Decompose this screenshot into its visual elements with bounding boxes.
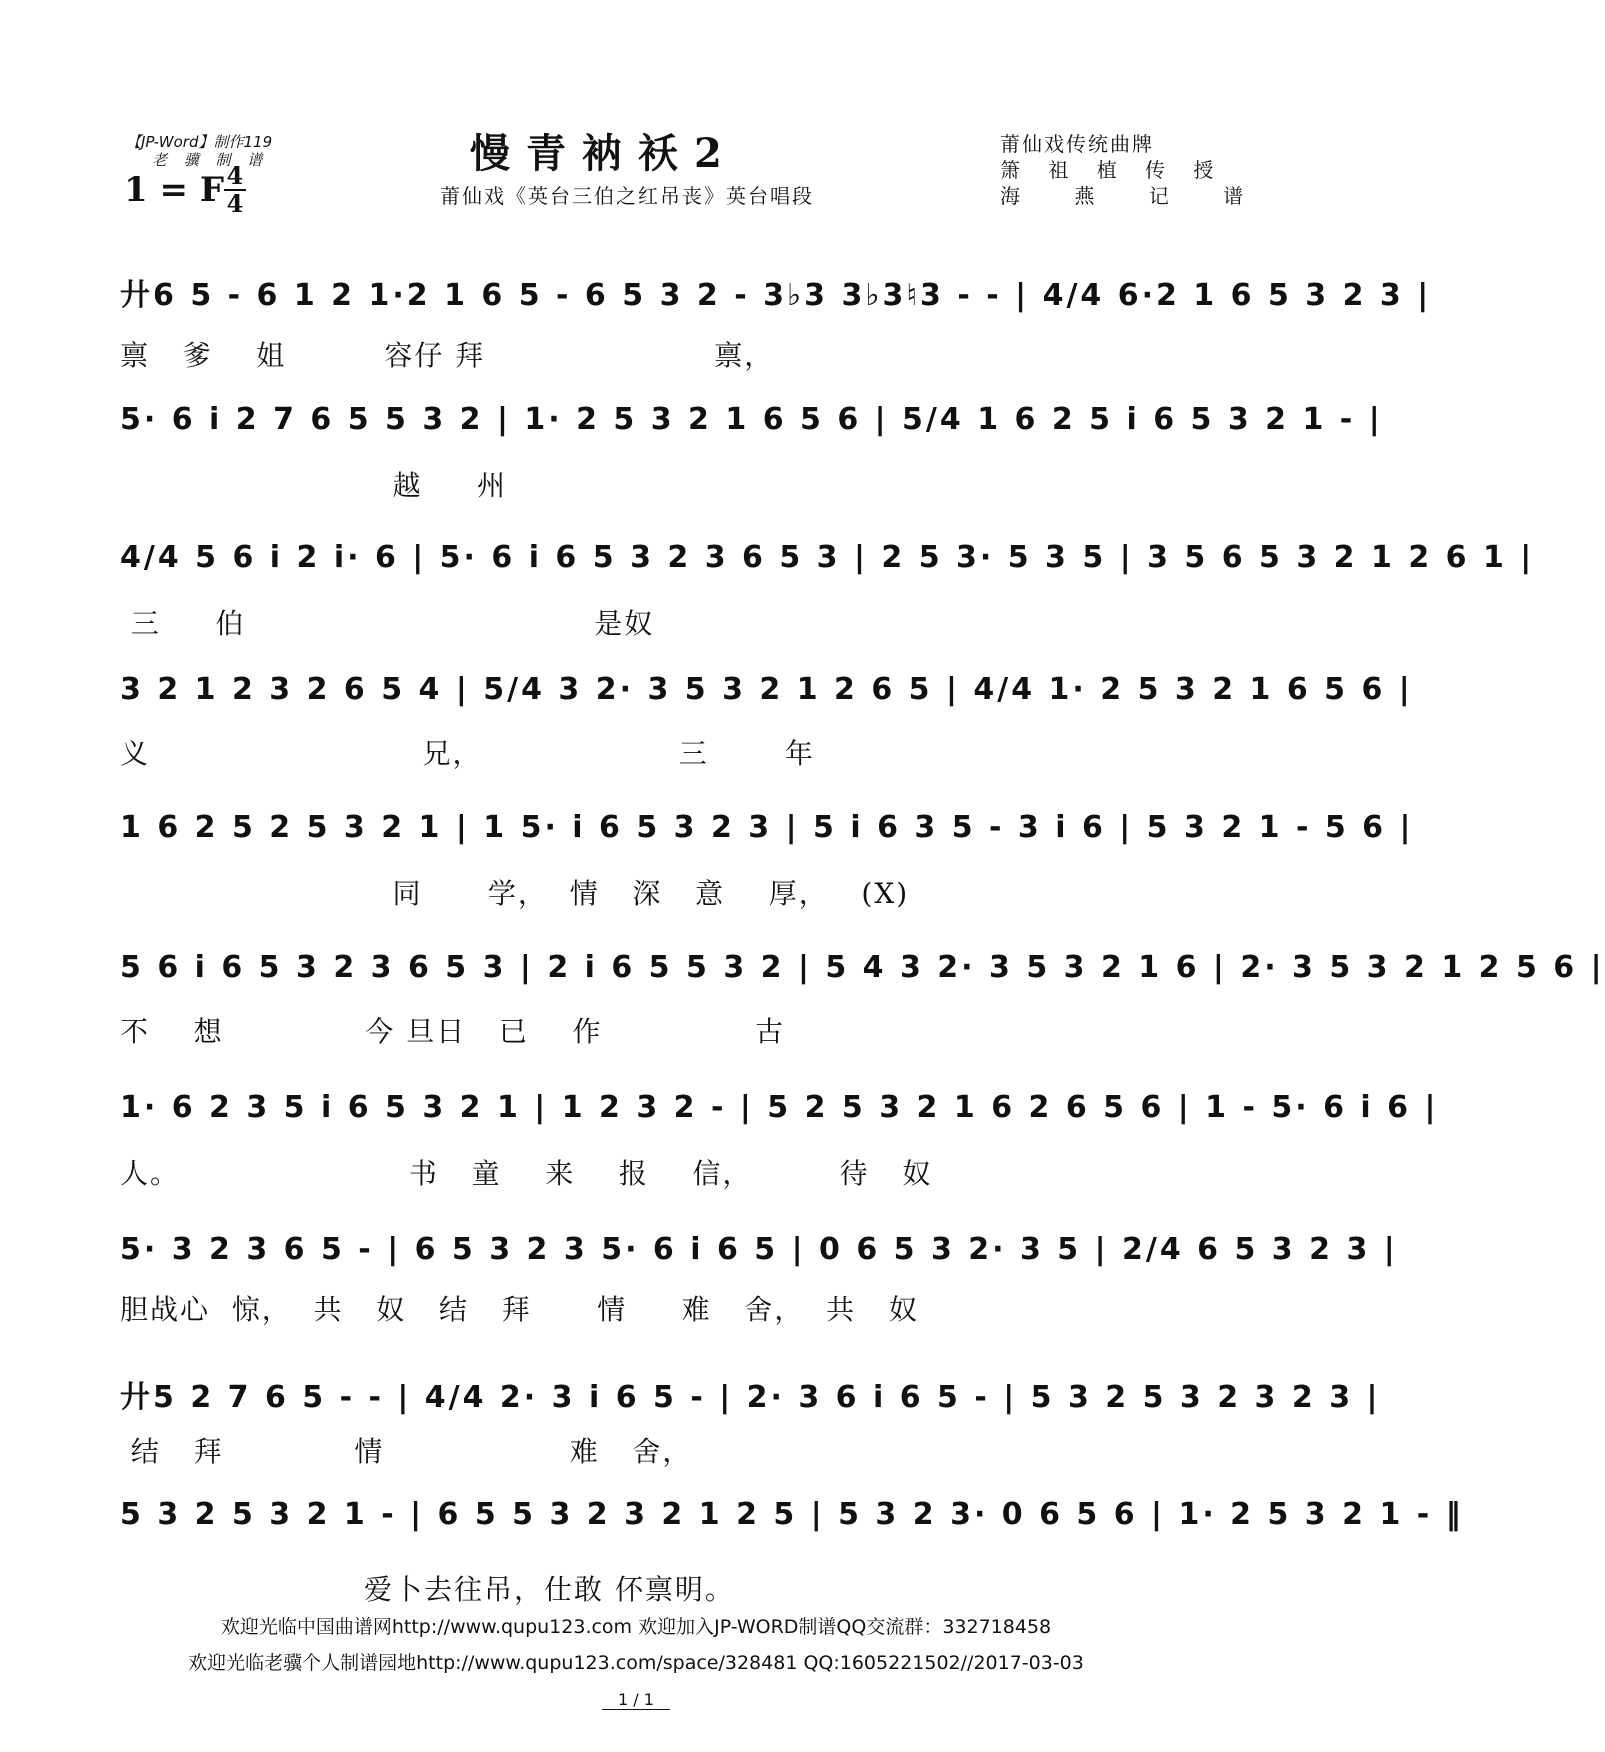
notes-line: 5· 3 2 3 6 5 - | 6 5 3 2 3 5· 6 i 6 5 | 0 6 5 3 2· 3 5 | 2/4 6 5 3 2 3 |: [120, 1232, 1398, 1267]
notes-line: 廾5 2 7 6 5 - - | 4/4 2· 3 i 6 5 - | 2· 3 6 i 6 5 - | 5 3 2 5 3 2 3 2 3 |: [120, 1380, 1381, 1415]
attribution-line-1: 莆仙戏传统曲牌: [1000, 132, 1154, 156]
notes-line: 1· 6 2 3 5 i 6 5 3 2 1 | 1 2 3 2 - | 5 2 5 3 2 1 6 2 6 5 6 | 1 - 5· 6 i 6 |: [120, 1090, 1439, 1125]
lyrics-line: 人。 书 童 来 报 信， 待 奴: [120, 1157, 933, 1190]
notes-line: 廾6 5 - 6 1 2 1·2 1 6 5 - 6 5 3 2 - 3♭3 3♭3♮3 - - | 4/4 6·2 1 6 5 3 2 3 |: [120, 278, 1432, 313]
attribution-line-2: 箫 祖 植 传 授: [1000, 158, 1225, 182]
attribution-line-3: 海 燕 记 谱: [1000, 184, 1268, 208]
notes-line: 3 2 1 2 3 2 6 5 4 | 5/4 3 2· 3 5 3 2 1 2 6 5 | 4/4 1· 2 5 3 2 1 6 5 6 |: [120, 672, 1413, 707]
notes-line: 1 6 2 5 2 5 3 2 1 | 1 5· i 6 5 3 2 3 | 5 i 6 3 5 - 3 i 6 | 5 3 2 1 - 5 6 |: [120, 810, 1414, 845]
lyrics-line: 禀 爹 姐 容仔 拜 禀，: [120, 339, 775, 372]
notes-line: 5 6 i 6 5 3 2 3 6 5 3 | 2 i 6 5 5 3 2 | 5 4 3 2· 3 5 3 2 1 6 | 2· 3 5 3 2 1 2 5 6 |: [120, 950, 1605, 985]
lyrics-line: 不 想 今 旦日 已 作 古: [120, 1015, 786, 1048]
credit-line-1: 【JP-Word】制作119: [126, 133, 273, 151]
time-signature-top: 4: [226, 161, 244, 190]
notes-line: 5 3 2 5 3 2 1 - | 6 5 5 3 2 3 2 1 2 5 | 5 3 2 3· 0 6 5 6 | 1· 2 5 3 2 1 - ‖: [120, 1497, 1464, 1532]
lyrics-line: 同 学， 情 深 意 厚， (X): [120, 877, 910, 910]
lyrics-line: 胆战心 惊， 共 奴 结 拜 情 难 舍， 共 奴: [120, 1293, 919, 1326]
page-number: [0, 1690, 1272, 1710]
notes-line: 5· 6 i 2 7 6 5 5 3 2 | 1· 2 5 3 2 1 6 5 6 | 5/4 1 6 2 5 i 6 5 3 2 1 - |: [120, 402, 1383, 437]
credit-line-2: 老 骥 制 谱: [152, 151, 269, 169]
final-lyrics-line: 爱卜去往吊，仕敢 伓禀明。: [364, 1573, 735, 1606]
lyrics-line: 义 兄， 三 年: [120, 737, 816, 770]
page-title: 慢青衲袄2: [470, 130, 738, 177]
key-signature: 1 = F: [124, 170, 224, 210]
lyrics-line: 越 州: [120, 469, 508, 502]
lyrics-line: 结 拜 情 难 舍，: [120, 1435, 693, 1468]
lyrics-line: 三 伯 是奴: [120, 607, 655, 640]
footer-line-1: 欢迎光临中国曲谱网http://www.qupu123.com 欢迎加入JP-WORD制谱QQ交流群：332718458: [220, 1616, 1052, 1638]
time-signature: [222, 161, 248, 218]
notes-line: 4/4 5 6 i 2 i· 6 | 5· 6 i 6 5 3 2 3 6 5 3 | 2 5 3· 5 3 5 | 3 5 6 5 3 2 1 2 6 1 |: [120, 540, 1535, 575]
page-number-text: 1 / 1: [602, 1690, 670, 1710]
time-signature-bottom: 4: [226, 189, 244, 218]
footer-line-2: 欢迎光临老骥个人制谱园地http://www.qupu123.com/space/328481 QQ:1605221502//2017-03-03: [188, 1652, 1084, 1674]
page-subtitle: 莆仙戏《英台三伯之红吊丧》英台唱段: [440, 184, 814, 208]
